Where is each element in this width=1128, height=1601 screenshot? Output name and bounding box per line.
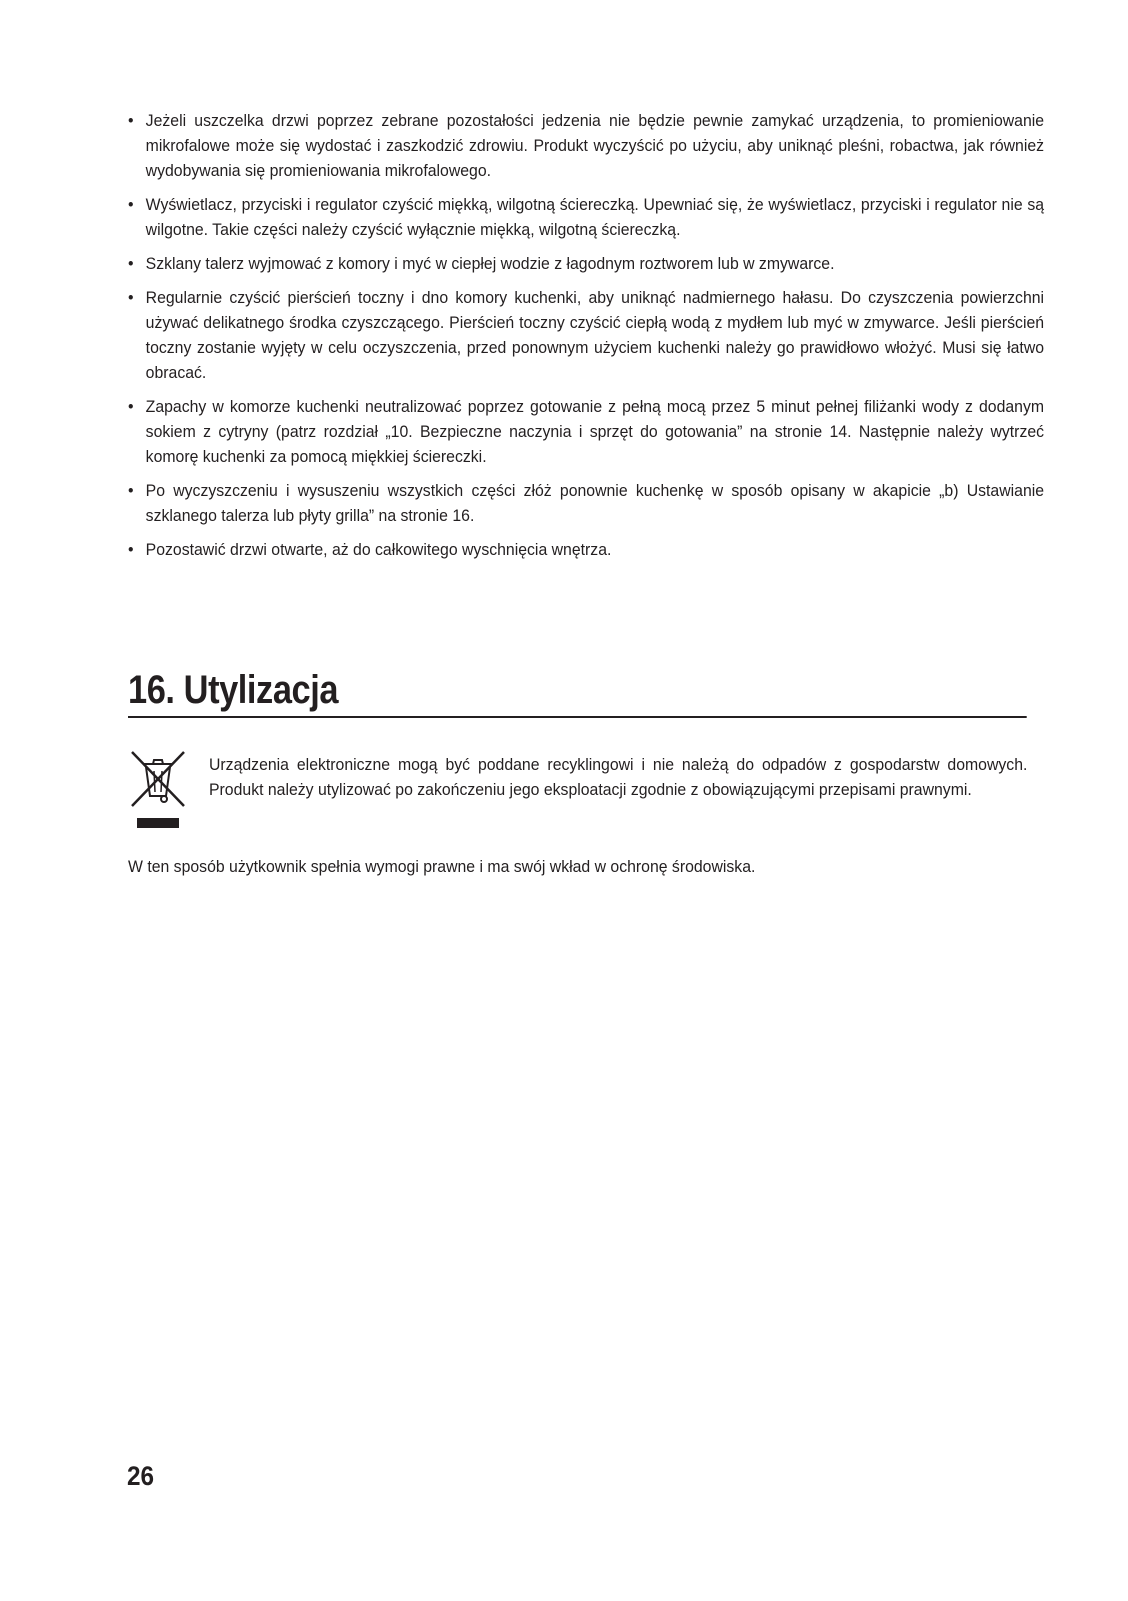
list-item <box>128 192 1044 242</box>
cleaning-instructions <box>128 108 1045 571</box>
bullet-marker: • <box>128 254 134 273</box>
list-item <box>128 478 1044 528</box>
bullet-marker: • <box>128 111 134 130</box>
list-item-text: Jeżeli uszczelka drzwi poprzez zebrane pozostałości jedzenia nie będzie pewnie zamykać urządzenia, to promieniowanie mikrofalowe może się wydostać i zaszkodzić zdrowiu. Produkt wyczyścić po użyciu, aby uniknąć pleśni, robactwa, jak również wydobywania się promieniowania mikrofalowego. <box>145 111 1045 180</box>
bullet-marker: • <box>128 481 134 500</box>
list-item-text: Zapachy w komorze kuchenki neutralizować poprzez gotowanie z pełną mocą przez 5 minut pełnej filiżanki wody z dodanym sokiem z cytryny (patrz rozdział „10. Bezpieczne naczynia i sprzęt do gotowania” na stronie 14. Następnie należy wytrzeć komorę kuchenki za pomocą miękkiej ściereczki. <box>145 397 1045 466</box>
list-item <box>128 537 1044 562</box>
list-item-text: Szklany talerz wyjmować z komory i myć w ciepłej wodzie z łagodnym roztworem lub w zmywarce. <box>145 254 835 273</box>
crossed-out-wheelie-bin-icon <box>128 750 188 832</box>
bullet-marker: • <box>128 288 134 307</box>
closing-text: W ten sposób użytkownik spełnia wymogi prawne i ma swój wkład w ochronę środowiska. <box>128 857 756 876</box>
cleaning-bullet-list <box>128 108 1045 562</box>
section-disposal-heading <box>128 668 1027 718</box>
list-item-text: Pozostawić drzwi otwarte, aż do całkowitego wyschnięcia wnętrza. <box>145 540 612 559</box>
list-item <box>128 251 1044 276</box>
disposal-notice <box>128 750 1027 840</box>
list-item-text: Wyświetlacz, przyciski i regulator czyścić miękką, wilgotną ściereczką. Upewniać się, że wyświetlacz, przyciski i regulator nie są wilgotne. Takie części należy czyścić wyłącznie miękką, wilgotną ściereczką. <box>145 195 1045 239</box>
section-title: 16. Utylizacja <box>128 668 1027 718</box>
page-number: 26 <box>127 1461 155 1491</box>
list-item-text: Regularnie czyścić pierścień toczny i dno komory kuchenki, aby uniknąć nadmiernego hałasu. Do czyszczenia powierzchni używać delikatnego środka czyszczącego. Pierścień toczny czyścić ciepłą wodą z mydłem lub myć w zmywarce. Jeśli pierścień toczny zostanie wyjęty w celu oczyszczenia, przed ponownym użyciem kuchenki należy go prawidłowo włożyć. Musi się łatwo obracać. <box>145 288 1045 382</box>
bullet-marker: • <box>128 540 134 559</box>
list-item-text: Po wyczyszczeniu i wysuszeniu wszystkich części złóż ponownie kuchenkę w sposób opisany w akapicie „b) Ustawianie szklanego talerza lub płyty grilla” na stronie 16. <box>145 481 1045 525</box>
bullet-marker: • <box>128 397 134 416</box>
list-item <box>128 108 1044 183</box>
disposal-text: Urządzenia elektroniczne mogą być poddane recyklingowi i nie należą do odpadów z gospodarstw domowych. Produkt należy utylizować po zakończeniu jego eksploatacji zgodnie z obowiązującymi przepisami prawnymi. <box>209 755 1028 799</box>
bullet-marker: • <box>128 195 134 214</box>
list-item <box>128 394 1044 469</box>
list-item <box>128 285 1044 385</box>
